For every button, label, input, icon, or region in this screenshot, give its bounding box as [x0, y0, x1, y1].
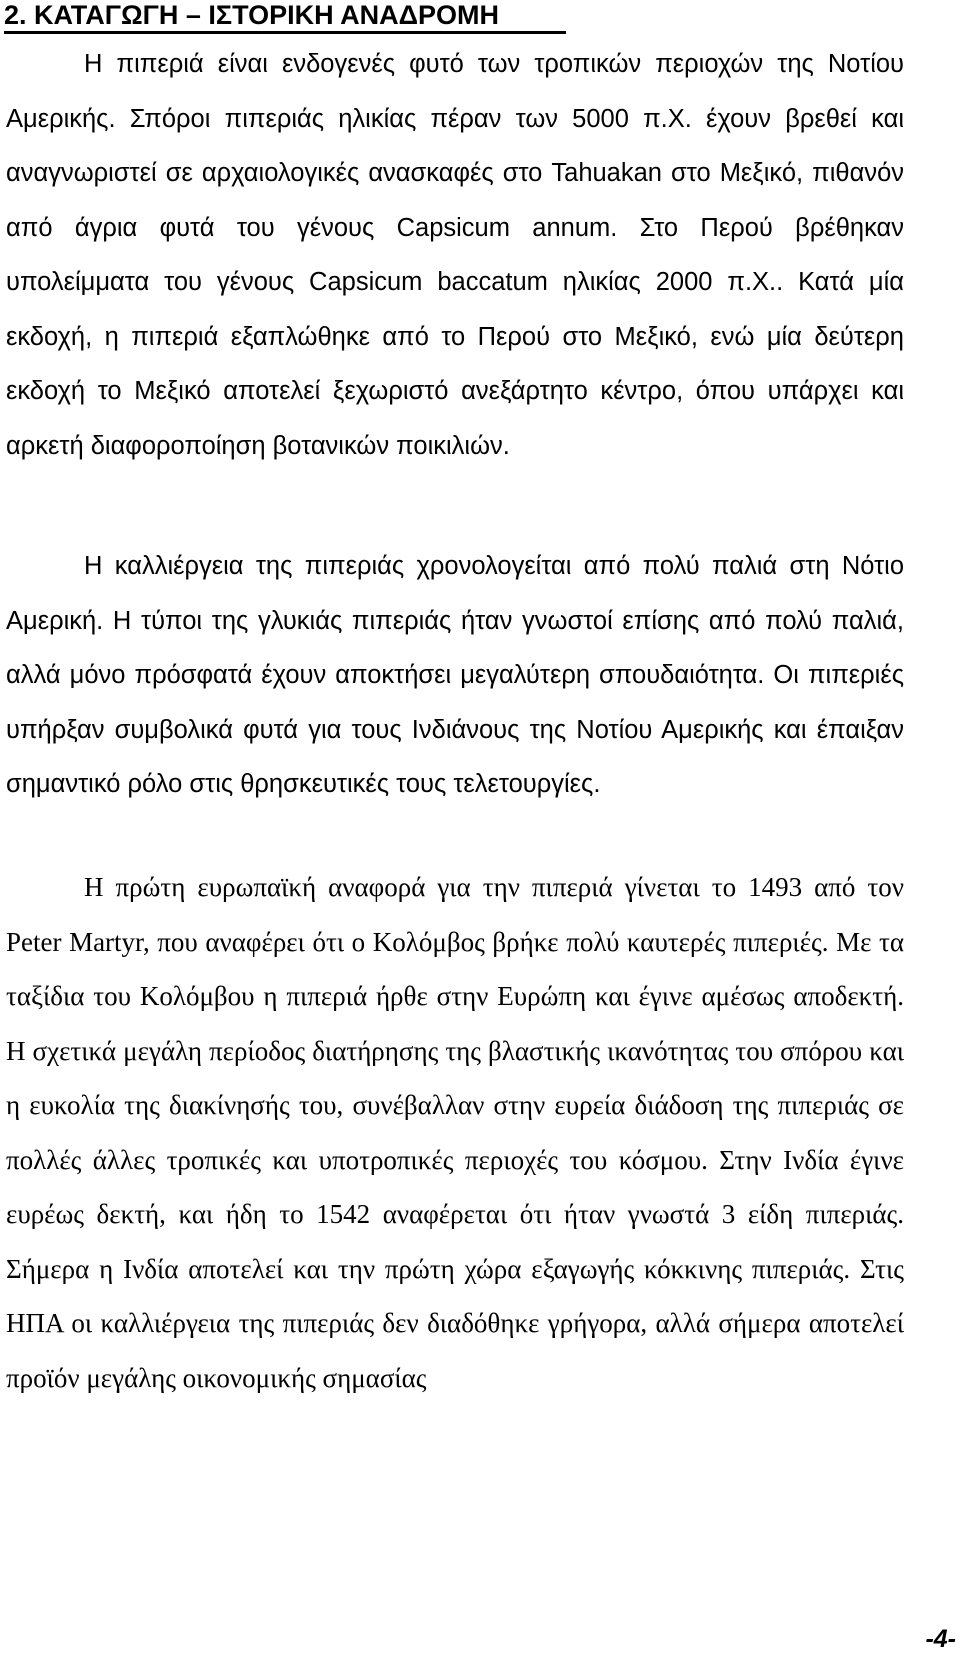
paragraph-origin [6, 37, 904, 473]
paragraph-european-history [6, 860, 904, 1405]
paragraph-cultivation-text: Η καλλιέργεια της πιπεριάς χρονολογείται από πολύ παλιά στη Νότιο Αμερική. Η τύποι της γλυκιάς πιπεριάς ήταν γνωστοί επίσης από πολύ παλιά, αλλά μόνο πρόσφατά έχουν αποκτήσει μεγαλύτερη σπουδαιότητα. Οι πιπεριές υπήρξαν συμβολικά φυτά για τους Ινδιάνους της Νοτίου Αμερικής και έπαιξαν σημαντικό ρόλο στις θρησκευτικές τους τελετουργίες. [6, 552, 904, 798]
paragraph-cultivation [6, 539, 904, 812]
heading-underline [4, 31, 566, 34]
paragraph-origin-text: Η πιπεριά είναι ενδογενές φυτό των τροπικών περιοχών της Νοτίου Αμερικής. Σπόροι πιπεριάς ηλικίας πέραν των 5000 π.Χ. έχουν βρεθεί και αναγνωριστεί σε αρχαιολογικές ανασκαφές στο Tahuakan στο Μεξικό, πιθανόν από άγρια φυτά του γένους Capsicum annum. Στο Περού βρέθηκαν υπολείμματα του γένους Capsicum baccatum ηλικίας 2000 π.Χ.. Κατά μία εκδοχή, η πιπεριά εξαπλώθηκε από το Περού στο Μεξικό, ενώ μία δεύτερη εκδοχή το Μεξικό αποτελεί ξεχωριστό ανεξάρτητο κέντρο, όπου υπάρχει και αρκετή διαφοροποίηση βοτανικών ποικιλιών. [6, 50, 904, 460]
paragraph-european-history-text: Η πρώτη ευρωπαϊκή αναφορά για την πιπεριά γίνεται το 1493 από τον Peter Martyr, που αναφέρει ότι ο Κολόμβος βρήκε πολύ καυτερές πιπεριές. Με τα ταξίδια του Κολόμβου η πιπεριά ήρθε στην Ευρώπη και έγινε αμέσως αποδεκτή. Η σχετικά μεγάλη περίοδος διατήρησης της βλαστικής ικανότητας του σπόρου και η ευκολία της διακίνησής του, συνέβαλλαν στην ευρεία διάδοση της πιπεριάς σε πολλές άλλες τροπικές και υποτροπικές περιοχές του κόσμου. Στην Ινδία έγινε ευρέως δεκτή, και ήδη το 1542 αναφέρεται ότι ήταν γνωστά 3 είδη πιπεριάς. Σήμερα η Ινδία αποτελεί και την πρώτη χώρα εξαγωγής κόκκινης πιπεριάς. Στις ΗΠΑ οι καλλιέργεια της πιπεριάς δεν διαδόθηκε γρήγορα, αλλά σήμερα αποτελεί προϊόν μεγάλης οικονομικής σημασίας [6, 872, 904, 1393]
page-number: -4- [925, 1625, 956, 1653]
section-heading: 2. ΚΑΤΑΓΩΓΗ – ΙΣΤΟΡΙΚΗ ΑΝΑΔΡΟΜΗ [4, 0, 500, 30]
